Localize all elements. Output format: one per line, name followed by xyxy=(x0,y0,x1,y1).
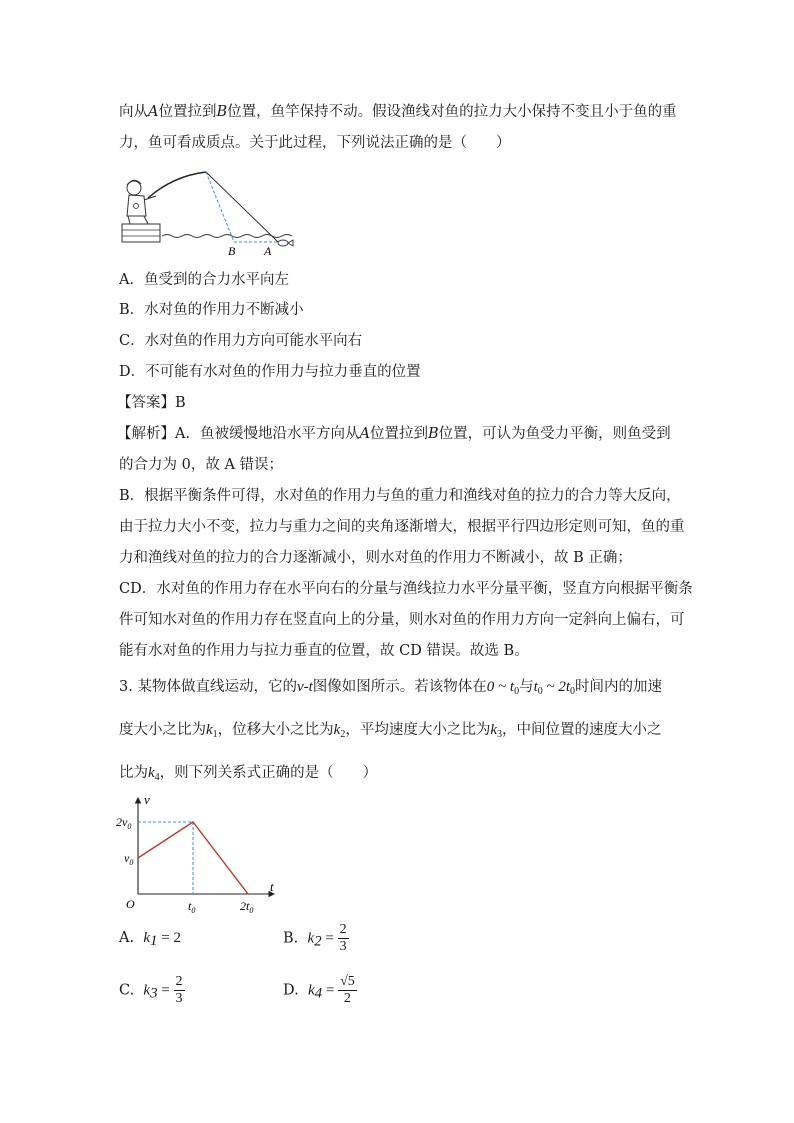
q3-option-a: A. $k_1 = 2$ xyxy=(119,930,181,949)
q3-option-d: D. $k_4$ = $\frac{√5}{2}$ xyxy=(283,974,355,1006)
q2-analysis-line6: CD．水对鱼的作用力存在水平向右的分量与渔线拉力水平分量平衡，竖直方向根据平衡条 xyxy=(119,581,693,597)
fishing-figure xyxy=(118,166,298,258)
q2-analysis-line3: B．根据平衡条件可得，水对鱼的作用力与鱼的重力和渔线对鱼的拉力的合力等大反向， xyxy=(119,488,681,504)
y-tick-2v0: $2v_0$ xyxy=(116,815,132,831)
q3-option-c: C. $k_3$ = $\frac{2}{3}$ xyxy=(119,974,183,1006)
x-tick-t0: $t_0$ xyxy=(188,899,196,915)
t-axis-label: t xyxy=(270,879,274,894)
q2-analysis-line1: 【解析】A．鱼被缓慢地沿水平方向从A位置拉到B位置，可认为鱼受力平衡，则鱼受到 xyxy=(117,426,671,442)
q2-analysis-line5: 力和渔线对鱼的拉力的合力逐渐减小，则水对鱼的作用力不断减小，故 B 正确； xyxy=(119,550,632,566)
q2-analysis-line2: 的合力为 0，故 A 错误； xyxy=(119,457,284,473)
q2-answer: 【答案】B xyxy=(117,395,186,411)
q3-stem-line2: 度大小之比为$k_1$，位移大小之比为$k_2$，平均速度大小之比为$k_3$，中间位置的速度大小之 xyxy=(119,722,662,740)
q2-option-c: C．水对鱼的作用力方向可能水平向右 xyxy=(119,333,363,349)
figure-label-b: B xyxy=(228,244,236,258)
v-axis-label: v xyxy=(144,792,150,807)
q3-option-b: B. $k_2$ = $\frac{2}{3}$ xyxy=(283,922,347,954)
vt-graph xyxy=(112,790,287,915)
q2-stem-line1: 向从A位置拉到B位置，鱼竿保持不动。假设渔线对鱼的拉力大小保持不变且小于鱼的重 xyxy=(119,104,677,120)
x-tick-2t0: $2t_0$ xyxy=(240,899,254,915)
q2-analysis-line8: 能有水对鱼的作用力与拉力垂直的位置，故 CD 错误。故选 B。 xyxy=(119,643,529,659)
q2-analysis-line4: 由于拉力大小不变，拉力与重力之间的夹角逐渐增大，根据平行四边形定则可知，鱼的重 xyxy=(119,519,685,535)
q2-option-b: B．水对鱼的作用力不断减小 xyxy=(119,302,304,318)
q2-stem-line2: 力，鱼可看成质点。关于此过程，下列说法正确的是（ ） xyxy=(119,135,511,151)
y-tick-v0: $v_0$ xyxy=(124,851,134,867)
q3-stem-line3: 比为$k_4$，则下列关系式正确的是（ ） xyxy=(119,765,378,783)
q2-analysis-line7: 件可知水对鱼的作用力存在竖直向上的分量，则水对鱼的作用力方向一定斜向上偏右，可 xyxy=(119,612,685,628)
figure-label-a: A xyxy=(264,244,272,258)
q2-option-d: D．不可能有水对鱼的作用力与拉力垂直的位置 xyxy=(119,364,421,380)
q2-option-a: A．鱼受到的合力水平向左 xyxy=(119,272,289,288)
q3-stem-line1: 3. 某物体做直线运动，它的v-t图像如图所示。若该物体在0 ~ $t_0$与$t_0$ ~ $2t_0$时间内的加速 xyxy=(119,679,663,697)
origin-label: O xyxy=(126,897,135,911)
